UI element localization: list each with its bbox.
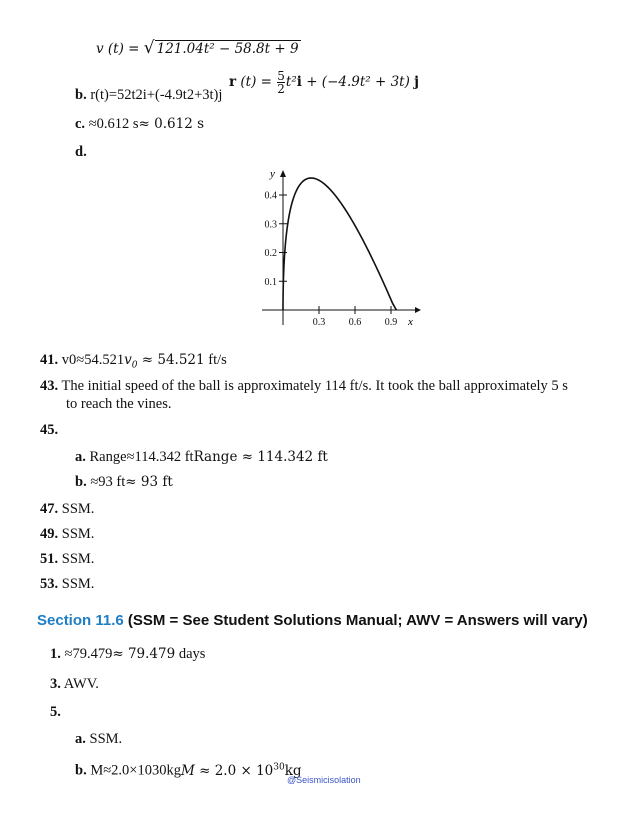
item-45a-math: Range ≈ 114.342 ft [193, 449, 328, 465]
item-45b-label: b. [75, 474, 87, 490]
sec-item-5b-math [181, 763, 302, 779]
item-41-v0 [124, 352, 138, 371]
item-51 [40, 550, 94, 568]
sec-item-5b [75, 758, 302, 780]
sec-item-5b-plain: M≈2.0×1030kg [90, 762, 181, 779]
section-number: Section 11.6 [37, 612, 124, 629]
mass-exponent: 30 [273, 762, 285, 772]
sec-item-1-plain: ≈79.479 [64, 646, 113, 662]
x-axis-arrow [415, 307, 421, 313]
frac-num: 5 [277, 69, 285, 83]
item-51-number: 51. [40, 551, 59, 567]
trajectory-curve [283, 178, 396, 310]
x-tick-label: 0.9 [384, 317, 398, 328]
y-tick-label: 0.4 [264, 190, 277, 202]
section-heading [37, 612, 588, 629]
part-d-row [75, 143, 87, 161]
sec-item-5b-label: b. [75, 762, 87, 779]
part-b-row [75, 86, 222, 104]
sec-item-3-number: 3. [50, 676, 61, 692]
part-c-math: ≈ 0.612 s [138, 116, 205, 132]
item-45b [75, 473, 173, 491]
y-tick-label: 0.1 [264, 276, 277, 288]
j-coefficient: + (−4.9t² + 3t) [301, 74, 415, 90]
y-axis-arrow [280, 170, 286, 177]
x-tick-label: 0.6 [348, 317, 362, 328]
trajectory-chart [250, 165, 430, 335]
sec-item-3-text: AWV. [63, 676, 99, 692]
r-lhs: (t) = [236, 74, 277, 90]
item-47-number: 47. [40, 501, 59, 517]
part-d-label: d. [75, 144, 87, 160]
sec-item-5a [75, 730, 122, 748]
r-vector: r [229, 74, 237, 90]
y-tick-label: 0.2 [264, 248, 277, 259]
sec-item-5 [50, 703, 61, 721]
part-b-math [229, 70, 419, 95]
watermark: @Seismicisolation [287, 775, 361, 785]
frac-den: 2 [277, 82, 285, 96]
v-subscript: 0 [131, 360, 138, 371]
mass-symbol: M [180, 762, 195, 779]
five-halves [277, 70, 285, 95]
item-45a-plain: Range≈114.342 ft [89, 449, 194, 465]
sec-item-5-number: 5. [50, 704, 61, 720]
velocity-equation [96, 38, 301, 58]
mass-unit: kg [284, 762, 302, 779]
item-43-cont [66, 395, 172, 413]
item-43-text-line1: The initial speed of the ball is approximately 114 ft/s. It took the ball approximately 5 s [61, 378, 568, 394]
part-b-plain: r(t)=52t2i+(-4.9t2+3t)j [90, 87, 223, 103]
part-c-row [75, 115, 204, 133]
item-45a [75, 448, 328, 466]
item-41-number: 41. [40, 352, 59, 368]
item-41 [40, 351, 227, 375]
item-41-math: ≈ 54.521 [137, 352, 205, 368]
item-41-unit: ft/s [204, 352, 227, 368]
velocity-radicand: 121.04t² − 58.8t + 9 [156, 41, 299, 57]
item-47-text: SSM. [61, 501, 95, 517]
item-51-text: SSM. [61, 551, 95, 567]
x-tick-label: 0.3 [312, 317, 326, 328]
item-45a-label: a. [75, 449, 86, 465]
part-b-label: b. [75, 87, 87, 103]
item-47 [40, 500, 94, 518]
item-45b-math: ≈ 93 ft [125, 474, 173, 490]
sec-item-5a-label: a. [75, 731, 86, 747]
y-tick-label: 0.3 [264, 219, 277, 231]
j-vector: j [414, 74, 420, 90]
item-49 [40, 525, 94, 543]
sec-item-5a-text: SSM. [89, 731, 123, 747]
item-43-number: 43. [40, 378, 59, 394]
velocity-lhs: v (t) = [96, 41, 144, 57]
item-45 [40, 421, 58, 439]
item-45-number: 45. [40, 422, 59, 438]
item-53-text: SSM. [61, 576, 95, 592]
item-49-number: 49. [40, 526, 59, 542]
y-axis-label: y [270, 168, 275, 180]
item-53-number: 53. [40, 576, 59, 592]
sec-item-1-math: ≈ 79.479 [112, 646, 176, 662]
item-49-text: SSM. [61, 526, 95, 542]
item-43-text-line2: to reach the vines. [66, 396, 172, 412]
x-axis-label: x [408, 316, 413, 328]
sec-item-1-number: 1. [50, 646, 61, 662]
sqrt-sign: √ [143, 38, 155, 58]
item-53 [40, 575, 94, 593]
part-c-label: c. [75, 116, 86, 132]
t-squared: t² [285, 74, 297, 90]
item-45b-plain: ≈93 ft [90, 474, 126, 490]
sec-item-3 [50, 675, 99, 693]
v-symbol: v [124, 352, 132, 368]
section-description: (SSM = See Student Solutions Manual; AWV = Answers will vary) [123, 612, 588, 629]
sec-item-1 [50, 645, 205, 663]
i-vector: i [296, 74, 302, 90]
part-c-plain: ≈0.612 s [88, 116, 139, 132]
sec-item-1-unit: days [175, 646, 206, 662]
mass-value: ≈ 2.0 × 10 [194, 762, 274, 779]
item-43 [40, 377, 568, 395]
item-41-plain: v0≈54.521 [61, 352, 125, 368]
